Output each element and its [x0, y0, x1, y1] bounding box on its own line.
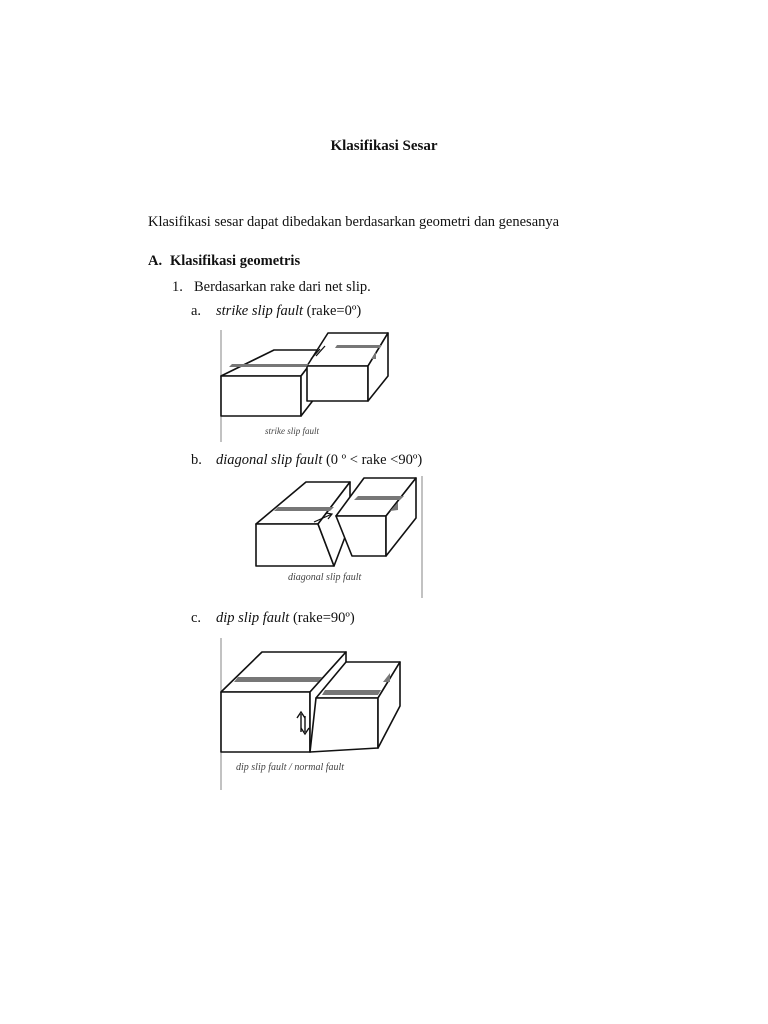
list-item-text: Berdasarkan rake dari net slip. — [194, 279, 371, 295]
intro-paragraph: Klasifikasi sesar dapat dibedakan berdasarkan geometri dan genesanya — [148, 214, 560, 230]
strike-slip-fault-figure — [218, 328, 398, 444]
subitem-marker: c. — [191, 610, 202, 626]
subitem-marker: b. — [191, 452, 202, 468]
diagonal-slip-fault-figure — [240, 474, 426, 600]
subitem-a — [191, 303, 361, 320]
fault-type-name: strike slip fault — [216, 303, 303, 319]
figure-caption: strike slip fault — [265, 426, 319, 436]
section-heading-text: Klasifikasi geometris — [170, 253, 301, 269]
page-title: Klasifikasi Sesar — [330, 138, 438, 154]
list-item-marker: 1. — [172, 279, 183, 295]
dip-slip-fault-figure — [218, 636, 404, 792]
rake-condition: (rake=0º) — [303, 303, 362, 319]
list-item-1 — [172, 279, 371, 296]
subitem-b — [191, 452, 422, 469]
rake-condition: (rake=90º) — [289, 610, 355, 626]
section-heading — [148, 253, 300, 270]
figure-caption: diagonal slip fault — [288, 572, 362, 583]
figure-caption: dip slip fault / normal fault — [236, 762, 345, 773]
fault-type-name: dip slip fault — [216, 610, 290, 626]
fault-type-name: diagonal slip fault — [216, 452, 323, 468]
subitem-c — [191, 610, 355, 627]
rake-condition: (0 º < rake <90º) — [322, 452, 423, 468]
subitem-marker: a. — [191, 303, 202, 319]
section-marker: A. — [148, 253, 163, 269]
